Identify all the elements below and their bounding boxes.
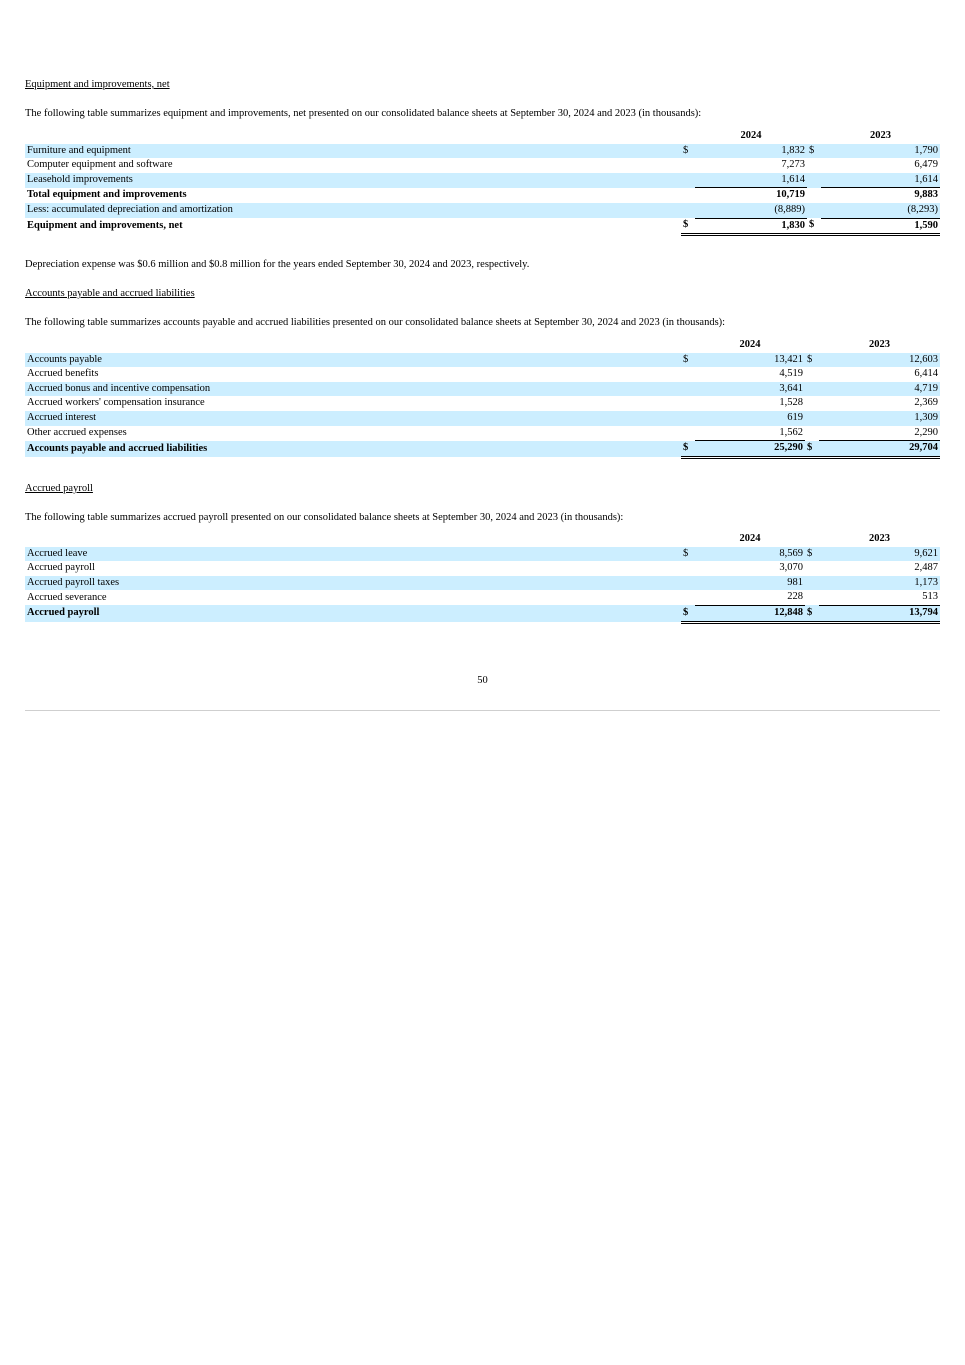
table-total-row bbox=[25, 218, 940, 235]
equipment-table bbox=[25, 129, 940, 236]
value-2024: 1,528 bbox=[779, 397, 803, 409]
currency-symbol: $ bbox=[807, 218, 821, 235]
currency-symbol bbox=[681, 426, 695, 441]
row-label: Accrued severance bbox=[27, 591, 107, 603]
table-row bbox=[25, 411, 940, 426]
equipment-heading: Equipment and improvements, net bbox=[25, 79, 170, 90]
table-row bbox=[25, 590, 940, 605]
value-2024: 1,614 bbox=[695, 173, 807, 188]
table-row bbox=[25, 188, 940, 203]
value-2023: 9,621 bbox=[819, 547, 940, 562]
currency-symbol: $ bbox=[681, 353, 695, 368]
value-2024: 1,830 bbox=[695, 218, 807, 235]
currency-symbol bbox=[805, 382, 819, 397]
equipment-intro: The following table summarizes equipment and improvements, net presented on our consolidated balance sheets at September 30, 2024 and 2023 (in thousands): bbox=[25, 108, 702, 119]
value-2024: 1,562 bbox=[695, 426, 805, 441]
table-row bbox=[25, 144, 940, 159]
value-2023: 1,614 bbox=[821, 173, 940, 188]
currency-symbol bbox=[681, 576, 695, 591]
value-2023: 513 bbox=[819, 590, 940, 605]
value-2023: 1,173 bbox=[819, 576, 940, 591]
table-row bbox=[25, 396, 940, 411]
row-label: Accrued payroll taxes bbox=[25, 576, 681, 591]
value-2023: 2,369 bbox=[914, 397, 938, 409]
value-2023: 29,704 bbox=[819, 441, 940, 458]
value-2024: 1,832 bbox=[695, 144, 807, 159]
row-label: Other accrued expenses bbox=[27, 426, 127, 438]
table-total-row bbox=[25, 605, 940, 622]
depreciation-note: Depreciation expense was $0.6 million and $0.8 million for the years ended September 30, 2024 and 2023, respectively. bbox=[25, 259, 530, 270]
value-2023: 13,794 bbox=[819, 605, 940, 622]
value-2024: (8,889) bbox=[695, 203, 807, 218]
row-label: Accrued bonus and incentive compensation bbox=[25, 382, 681, 397]
year-column-header: 2024 bbox=[740, 130, 762, 141]
value-2024: 25,290 bbox=[695, 441, 805, 458]
table-header-row bbox=[25, 532, 940, 547]
year-column-header: 2023 bbox=[869, 533, 890, 544]
table-header-row bbox=[25, 129, 940, 144]
currency-symbol bbox=[681, 188, 695, 203]
currency-symbol: $ bbox=[807, 144, 821, 159]
currency-symbol bbox=[681, 367, 695, 382]
currency-symbol bbox=[681, 203, 695, 218]
value-2024: 8,569 bbox=[695, 547, 805, 562]
currency-symbol: $ bbox=[681, 441, 695, 458]
currency-symbol bbox=[681, 561, 695, 576]
year-column-header: 2023 bbox=[869, 339, 890, 350]
currency-symbol bbox=[807, 173, 821, 188]
value-2023: 6,414 bbox=[914, 368, 938, 380]
value-2024: 12,848 bbox=[695, 605, 805, 622]
table-row bbox=[25, 382, 940, 397]
currency-symbol bbox=[805, 576, 819, 591]
row-label: Accrued payroll bbox=[27, 562, 95, 574]
payroll-table bbox=[25, 532, 940, 624]
year-column-header: 2023 bbox=[870, 130, 891, 141]
currency-symbol bbox=[807, 203, 821, 218]
row-label: Equipment and improvements, net bbox=[27, 220, 183, 232]
payables-heading: Accounts payable and accrued liabilities bbox=[25, 288, 195, 299]
table-row bbox=[25, 353, 940, 368]
row-label: Accrued payroll bbox=[25, 605, 681, 622]
value-2023: 2,290 bbox=[819, 426, 940, 441]
value-2023: 1,309 bbox=[819, 411, 940, 426]
row-label: Total equipment and improvements bbox=[27, 189, 187, 201]
value-2024: 3,070 bbox=[779, 562, 803, 574]
currency-symbol bbox=[681, 396, 695, 411]
value-2023: 1,790 bbox=[821, 144, 940, 159]
currency-symbol bbox=[805, 411, 819, 426]
currency-symbol: $ bbox=[805, 547, 819, 562]
row-label: Accrued workers' compensation insurance bbox=[27, 397, 205, 409]
currency-symbol bbox=[807, 158, 821, 173]
currency-symbol bbox=[805, 396, 819, 411]
currency-symbol: $ bbox=[805, 353, 819, 368]
value-2023: 1,590 bbox=[821, 218, 940, 235]
table-row bbox=[25, 158, 940, 173]
row-label: Accrued leave bbox=[25, 547, 681, 562]
value-2023: (8,293) bbox=[821, 203, 940, 218]
currency-symbol bbox=[681, 158, 695, 173]
currency-symbol bbox=[681, 173, 695, 188]
row-label: Accrued benefits bbox=[27, 368, 99, 380]
payables-table bbox=[25, 338, 940, 459]
row-label: Accrued interest bbox=[25, 411, 681, 426]
value-2024: 13,421 bbox=[695, 353, 805, 368]
table-row bbox=[25, 367, 940, 382]
row-label: Accounts payable and accrued liabilities bbox=[25, 441, 681, 458]
value-2023: 9,883 bbox=[914, 189, 938, 201]
value-2024: 981 bbox=[695, 576, 805, 591]
currency-symbol: $ bbox=[681, 218, 695, 235]
table-row bbox=[25, 576, 940, 591]
table-row bbox=[25, 426, 940, 441]
row-label: Leasehold improvements bbox=[25, 173, 681, 188]
table-row bbox=[25, 203, 940, 218]
table-header-row bbox=[25, 338, 940, 353]
value-2024: 7,273 bbox=[781, 159, 805, 171]
currency-symbol bbox=[805, 426, 819, 441]
value-2024: 4,519 bbox=[779, 368, 803, 380]
value-2024: 619 bbox=[695, 411, 805, 426]
currency-symbol: $ bbox=[681, 144, 695, 159]
value-2023: 4,719 bbox=[819, 382, 940, 397]
value-2024: 3,641 bbox=[695, 382, 805, 397]
table-row bbox=[25, 561, 940, 576]
value-2023: 12,603 bbox=[819, 353, 940, 368]
currency-symbol: $ bbox=[681, 605, 695, 622]
row-label: Less: accumulated depreciation and amortization bbox=[25, 203, 681, 218]
currency-symbol bbox=[805, 590, 819, 605]
year-column-header: 2024 bbox=[739, 533, 761, 544]
currency-symbol: $ bbox=[681, 547, 695, 562]
value-2024: 228 bbox=[695, 590, 805, 605]
row-label: Accounts payable bbox=[25, 353, 681, 368]
payroll-heading: Accrued payroll bbox=[25, 483, 93, 494]
payroll-intro: The following table summarizes accrued payroll presented on our consolidated balance sheets at September 30, 2024 and 2023 (in thousands): bbox=[25, 512, 624, 523]
payables-intro: The following table summarizes accounts payable and accrued liabilities presented on our consolidated balance sheets at September 30, 2024 and 2023 (in thousands): bbox=[25, 317, 726, 328]
currency-symbol bbox=[681, 411, 695, 426]
table-row bbox=[25, 173, 940, 188]
page-number: 50 bbox=[477, 675, 488, 686]
row-label: Computer equipment and software bbox=[27, 159, 173, 171]
currency-symbol: $ bbox=[805, 441, 819, 458]
currency-symbol bbox=[807, 188, 821, 203]
page-divider bbox=[25, 710, 940, 711]
year-column-header: 2024 bbox=[739, 339, 761, 350]
row-label: Furniture and equipment bbox=[25, 144, 681, 159]
currency-symbol: $ bbox=[805, 605, 819, 622]
currency-symbol bbox=[681, 590, 695, 605]
currency-symbol bbox=[805, 367, 819, 382]
currency-symbol bbox=[681, 382, 695, 397]
table-row bbox=[25, 547, 940, 562]
table-total-row bbox=[25, 441, 940, 458]
value-2023: 6,479 bbox=[914, 159, 938, 171]
value-2024: 10,719 bbox=[776, 189, 805, 201]
value-2023: 2,487 bbox=[914, 562, 938, 574]
currency-symbol bbox=[805, 561, 819, 576]
